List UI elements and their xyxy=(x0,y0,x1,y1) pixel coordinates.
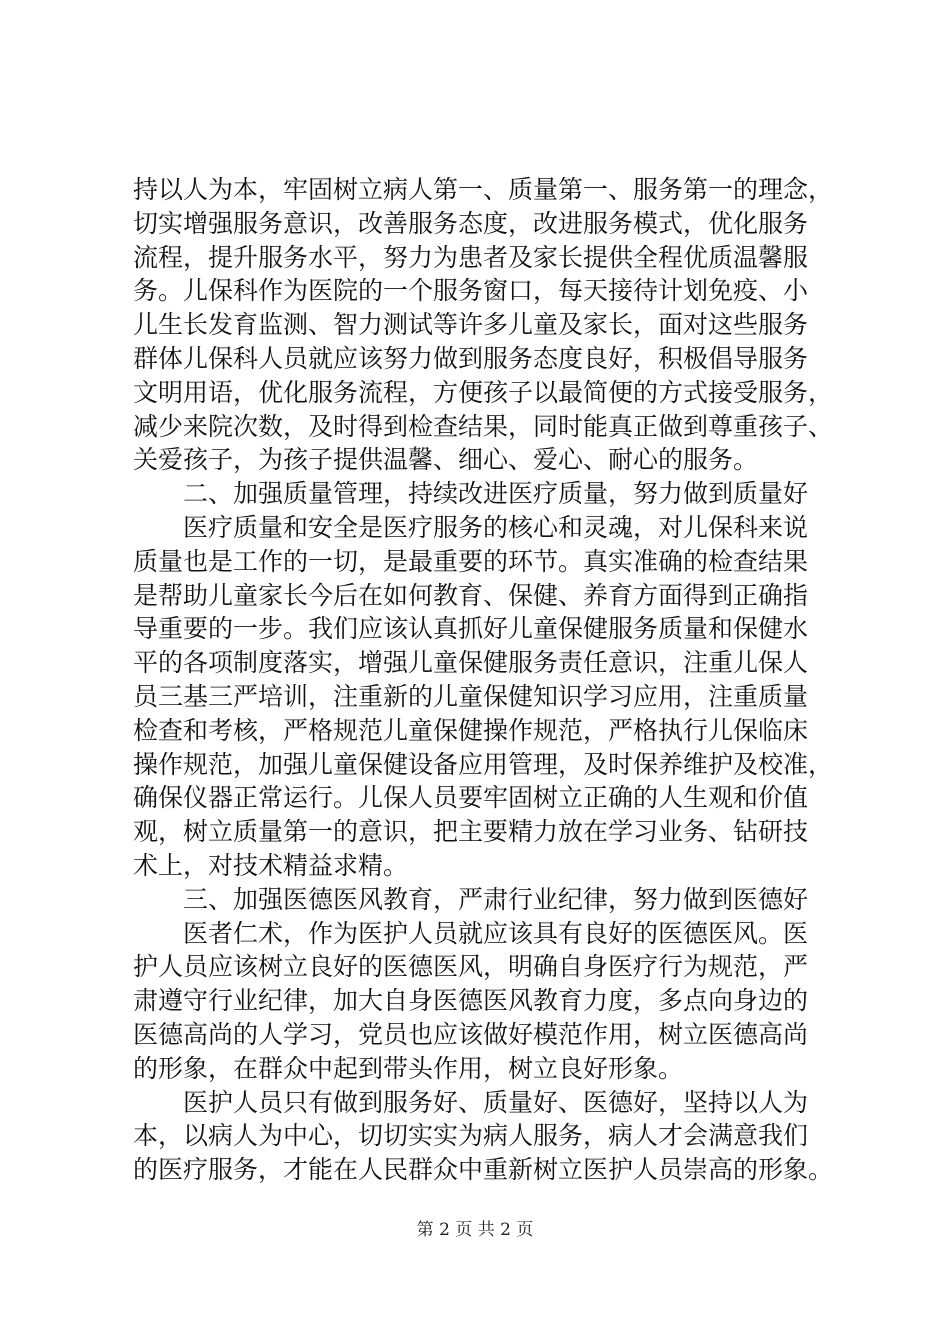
text-line: 的医疗服务，才能在人民群众中重新树立医护人员崇高的形象。 xyxy=(133,1155,834,1185)
text-line: 持以人为本，牢固树立病人第一、质量第一、服务第一的理念， xyxy=(133,175,834,204)
text-line: 务。儿保科作为医院的一个服务窗口，每天接待计划免疫、小 xyxy=(133,276,809,306)
text-line: 医疗质量和安全是医疗服务的核心和灵魂，对儿保科来说 xyxy=(133,512,809,542)
text-line: 医护人员只有做到服务好、质量好、医德好，坚持以人为 xyxy=(133,1087,809,1117)
document-body xyxy=(133,173,833,1187)
text-line: 的形象，在群众中起到带头作用，树立良好形象。 xyxy=(133,1053,684,1083)
text-line: 医者仁术，作为医护人员就应该具有良好的医德医风。医 xyxy=(133,918,809,948)
text-line: 确保仪器正常运行。儿保人员要牢固树立正确的人生观和价值 xyxy=(133,783,809,813)
text-line: 导重要的一步。我们应该认真抓好儿童保健服务质量和保健水 xyxy=(133,614,809,644)
text-line: 本，以病人为中心，切切实实为病人服务，病人才会满意我们 xyxy=(133,1121,809,1151)
text-line: 流程，提升服务水平，努力为患者及家长提供全程优质温馨服 xyxy=(133,242,809,272)
page-footer xyxy=(0,1215,950,1240)
text-line: 肃遵守行业纪律，加大自身医德医风教育力度，多点向身边的 xyxy=(133,986,809,1016)
text-line: 关爱孩子，为孩子提供温馨、细心、爱心、耐心的服务。 xyxy=(133,445,759,475)
text-line: 员三基三严培训，注重新的儿童保健知识学习应用，注重质量 xyxy=(133,681,809,711)
section-heading-3: 三、加强医德医风教育，严肃行业纪律，努力做到医德好 xyxy=(133,884,809,914)
text-line: 是帮助儿童家长今后在如何教育、保健、养育方面得到正确指 xyxy=(133,580,809,610)
text-line: 儿生长发育监测、智力测试等许多儿童及家长，面对这些服务 xyxy=(133,310,809,340)
text-line: 切实增强服务意识，改善服务态度，改进服务模式，优化服务 xyxy=(133,208,809,238)
text-line: 操作规范，加强儿童保健设备应用管理，及时保养维护及校准， xyxy=(133,749,834,779)
text-line: 观，树立质量第一的意识，把主要精力放在学习业务、钻研技 xyxy=(133,817,809,847)
text-line: 减少来院次数，及时得到检查结果，同时能真正做到尊重孩子、 xyxy=(133,411,834,441)
text-line: 医德高尚的人学习，党员也应该做好模范作用，树立医德高尚 xyxy=(133,1019,809,1049)
text-line: 质量也是工作的一切，是最重要的环节。真实准确的检查结果 xyxy=(133,546,809,576)
text-line: 文明用语，优化服务流程，方便孩子以最简便的方式接受服务， xyxy=(133,377,834,407)
text-line: 护人员应该树立良好的医德医风，明确自身医疗行为规范，严 xyxy=(133,952,809,982)
text-line: 检查和考核，严格规范儿童保健操作规范，严格执行儿保临床 xyxy=(133,715,809,745)
text-line: 平的各项制度落实，增强儿童保健服务责任意识，注重儿保人 xyxy=(133,648,809,678)
section-heading-2: 二、加强质量管理，持续改进医疗质量，努力做到质量好 xyxy=(133,479,809,509)
page-number: 第 2 页 共 2 页 xyxy=(416,1220,534,1240)
text-line: 术上，对技术精益求精。 xyxy=(133,850,409,880)
text-line: 群体儿保科人员就应该努力做到服务态度良好，积极倡导服务 xyxy=(133,343,809,373)
